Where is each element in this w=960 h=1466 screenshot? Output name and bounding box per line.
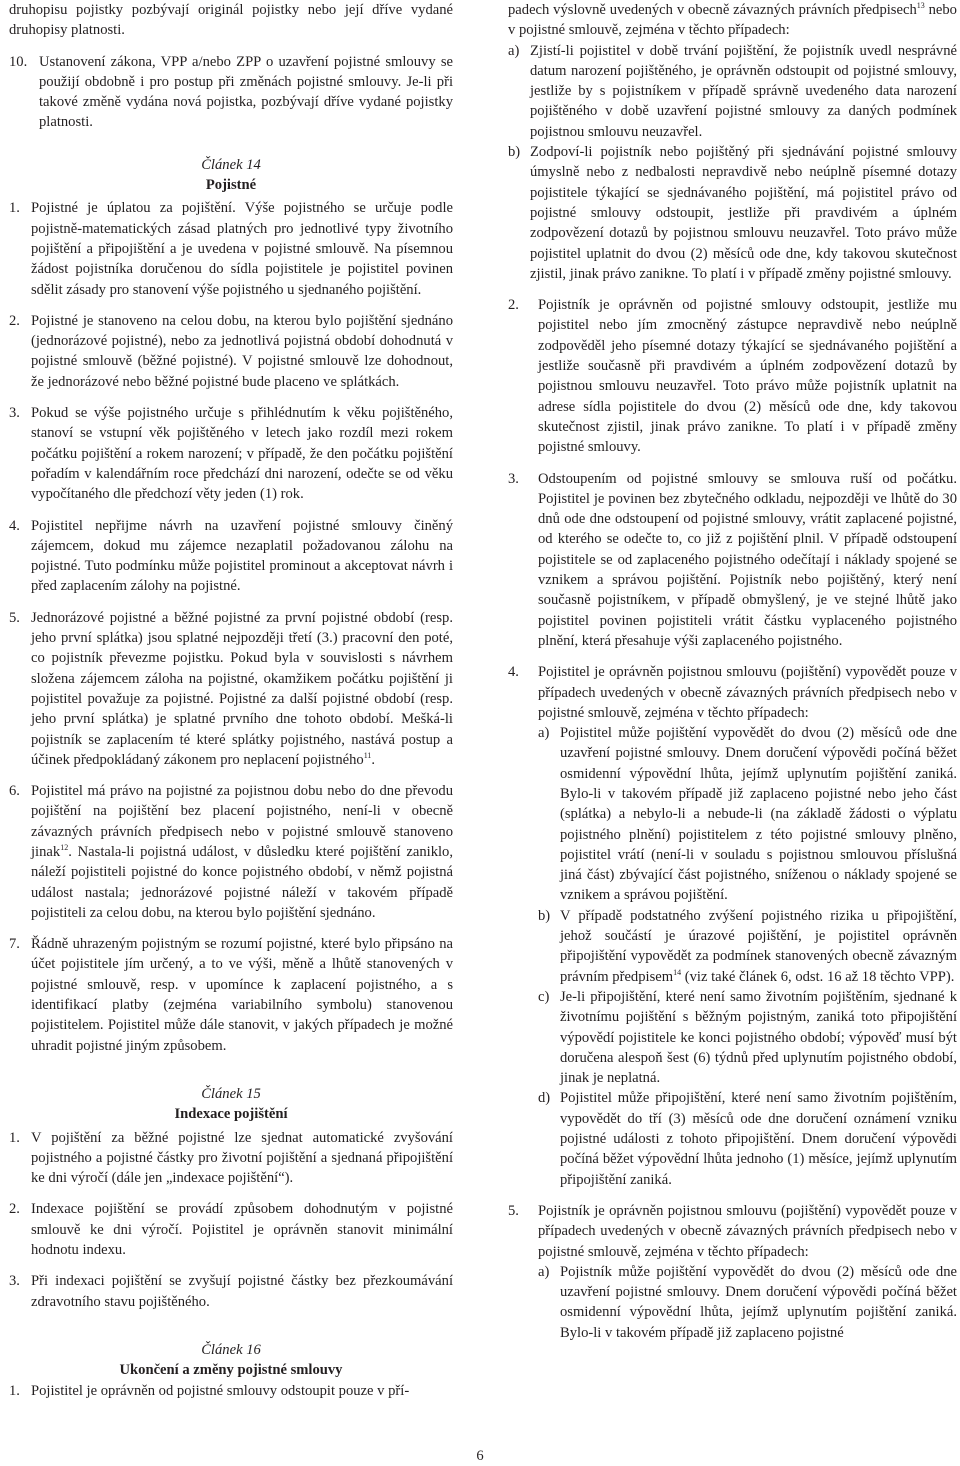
- item-text: Pokud se výše pojistného určuje s přihlédnutím k věku pojištěného, stanoví se vstupní věk pojištěného v letech jako rozdíl mezi rokem počátku pojištění a rokem narození; v případě, že den počátku pojištění pořadím v kalendářním roce předchází dni narození, odečte se od věku vypočítaného dle předchozí věty jeden (1) rok.: [31, 405, 453, 503]
- item-number: 2.: [508, 297, 519, 314]
- item-text: Řádně uhrazeným pojistným se rozumí pojistné, které bylo připsáno na účet pojistitele jím určený, a to ve výši, měně a lhůtě stanovených v pojistné smlouvě, resp. v upomínce k zaplacení pojistného, a s identifikací platby (zejména variabilního symbolu) stanovenou pojistitelem. Pojistitel může dále stanovit, v jakých případech je možné uhradit pojistné jiným způsobem.: [31, 936, 453, 1054]
- continuation-text: padech výslovně uvedených v obecně závazných právních předpisech: [508, 2, 917, 18]
- list-item: [9, 1199, 453, 1260]
- sub-item-letter: a): [538, 725, 550, 742]
- item-number: 5.: [508, 1202, 519, 1219]
- sub-item-letter: a): [538, 1263, 550, 1280]
- item-number: 4.: [508, 664, 519, 681]
- item-text: [31, 781, 453, 923]
- intro-fragment: druhopisu pojistky pozbývají originál pojistky nebo její dříve vydané druhopisy platnosti.: [9, 2, 453, 39]
- continuation-fragment: [508, 0, 957, 41]
- sub-item-text-tail: (viz také článek 6, odst. 16 až 18 těchto VPP).: [681, 968, 955, 985]
- left-column: [9, 0, 453, 1412]
- list-item: [9, 403, 453, 504]
- sub-item: [508, 142, 957, 284]
- list-item: [9, 781, 453, 923]
- item-text-body: Pojistitel má právo na pojistné za pojistnou dobu nebo do dne převodu pojištění na pojištění bez placení pojistného, není-li v obecně závazných právních předpisech nebo v pojistné smlouvě stanoveno jinak: [31, 783, 453, 860]
- item-number: 1.: [9, 200, 20, 217]
- footnote-ref: 12: [60, 842, 69, 852]
- item-text: [31, 608, 453, 770]
- sub-item-letter: a): [508, 42, 520, 59]
- sub-item-text: Pojistitel může pojištění vypovědět do dvou (2) měsíců ode dne uzavření pojistné smlouvy. Dnem doručení výpovědi počíná běžet osmidenní výpovědní lhůta, jejímž uplynutím pojištění zaniká. Bylo-li v takovém případě již zaplaceno pojistné nebo jeho část (splátka) a nebylo-li a nebude-li (na základě žádosti o výplatu pojistného plnění) pojistitelem z této pojistné smlouvy plněno, pojistitel vrátí (není-li v souladu s pojistnou smlouvou příslušná jiná část) zbývající část pojistného, sníženou o náklady spojené se vznikem a správou pojištění.: [560, 725, 957, 904]
- item-text: Pojistné je stanoveno na celou dobu, na kterou bylo pojištění sjednáno (jednorázové pojistné), nebo za jednotlivá pojistná období dohodnutá v pojistné smlouvě (běžné pojistné). V pojistné smlouvě lze dohodnout, že jednorázové nebo běžné pojistné bude placeno ve splátkách.: [31, 312, 453, 390]
- item-number: 3.: [508, 470, 519, 487]
- sub-item-text: Zodpoví-li pojistník nebo pojištěný při sjednávání pojistné smlouvy úmyslně nebo z nedbalosti nepravdivě nebo neúplně písemné dotazy pojistitele týkající se sjednávaného pojištění, má pojistitel právo od pojistné smlouvy odstoupit, jestliže při pravdivém a úplném zodpovězení dotazů by pojistnou smlouvu neuzavřel. Toto právo může pojistitel uplatnit do dvou (2) měsíců ode dne, kdy takovou skutečnost zjistil, jinak právo zanikne. To platí i v případě změny pojistné smlouvy.: [530, 144, 957, 282]
- sub-item: [538, 1262, 957, 1343]
- item-text: V pojištění za běžné pojistné lze sjednat automatické zvyšování pojistného a pojistné částky pro životní pojištění a sjednaná připojištění ke dni výročí (dále jen „indexace pojištění“).: [31, 1129, 453, 1187]
- list-item: [9, 516, 453, 597]
- article-16-heading: [9, 1340, 453, 1381]
- item-number: 2.: [9, 312, 20, 329]
- list-item: [9, 1381, 453, 1401]
- list-item: [9, 934, 453, 1056]
- footnote-ref: 14: [673, 967, 682, 977]
- item-text-tail: . Nastala-li pojistná událost, v důsledku které pojištění zaniklo, náleží pojistiteli pojistné do konce pojistného období, v němž pojistná událost nastala; jednorázové pojistné náleží v takovém případě pojistiteli za celou dobu, na kterou bylo pojištění sjednáno.: [31, 843, 453, 921]
- sub-item-letter: c): [538, 988, 550, 1005]
- sub-item: [538, 1088, 957, 1189]
- item-number: 10.: [9, 53, 28, 70]
- item-text: Ustanovení zákona, VPP a/nebo ZPP o uzavření pojistné smlouvy se použijí obdobně i pro postup při změnách pojistné smlouvy. Je-li při takové změně vydána nová pojistka, pozbývají dříve vydané pojistky platnosti.: [39, 53, 453, 131]
- sub-item-text: [560, 906, 957, 987]
- footnote-ref: 11: [363, 750, 372, 760]
- list-item: [9, 52, 453, 133]
- item-text: Pojistník je oprávněn od pojistné smlouvy odstoupit, jestliže mu pojistitel nebo jím zmocněný zástupce nepravdivě nebo neúplně zodpověděl jeho písemné dotazy týkající se sjednávaného pojištění a jestliže současně při pravdivém a úplném zodpovězení dotazů by pojistnou smlouvu neuzavřel. Toto právo může pojistník uplatnit na adrese sídla pojistitele do dvou (2) měsíců ode dne, kdy takovou skutečnost zjistil, jinak právo zanikne. To platí i v případě změny pojistné smlouvy.: [538, 297, 957, 456]
- item-number: 3.: [9, 1273, 20, 1290]
- item-4-subitems: [508, 723, 957, 1190]
- item-number: 6.: [9, 783, 20, 800]
- article-label: Článek 15: [201, 1085, 261, 1102]
- article-title: Ukončení a změny pojistné smlouvy: [119, 1362, 343, 1379]
- continuation-tail: nebo v pojistné smlouvě, zejména v těchto případech:: [508, 2, 957, 39]
- list-item: [9, 608, 453, 770]
- sub-item-letter: b): [508, 144, 521, 161]
- list-item: [9, 1128, 453, 1189]
- sub-item-text: Je-li připojištění, které není samo životním pojištěním, sjednané k životnímu pojištění s běžným pojistným, zaniká toto připojištění výpovědí pojistitele ke konci pojistného období; výpověď musí být doručena alespoň šest (6) týdnů před uplynutím pojistného období, jinak je neplatná.: [560, 988, 957, 1087]
- sub-item: [538, 987, 957, 1088]
- item-number: 7.: [9, 936, 20, 953]
- item-text: Odstoupením od pojistné smlouvy se smlouva ruší od počátku. Pojistitel je povinen bez zbytečného odkladu, nejpozději ve lhůtě do 30 dnů ode dne odstoupení od pojistné smlouvy, vrátit zaplacené pojistné, od kterého se odečte to, co již z pojištění plnil. V případě odstoupení pojistitele se od zaplaceného pojistného odečítají i náklady spojené se vznikem a správou pojištění. Pojistník nebo pojištěný, který není současně pojistníkem, v případě obmyšlený, je ve stejné lhůtě jako pojistitel povinen pojistiteli vrátit částku vyplaceného pojistného plnění, která přesahuje výši zaplaceného pojistného.: [538, 470, 957, 649]
- sub-item-text: Pojistitel může připojištění, které není samo životním pojištěním, vypovědět do tří (3) měsíců ode dne doručení oznámení vzniku pojistné události z tohoto připojištění. Dnem doručení výpovědi počíná běžet výpovědní lhůta jednoho (1) měsíce, jejímž uplynutím připojištění zaniká.: [560, 1090, 957, 1188]
- sub-item-text-body: V případě podstatného zvýšení pojistného rizika u připojištění, jehož součástí je úrazové pojištění, je pojistitel oprávněn připojištění vypovědět za podmínek stanovených obecně závazným právním předpisem: [560, 907, 957, 985]
- list-item: [508, 662, 957, 723]
- list-item: [508, 469, 957, 652]
- item-number: 2.: [9, 1201, 20, 1218]
- footnote-ref: 13: [916, 1, 925, 10]
- item-number: 3.: [9, 405, 20, 422]
- article-title: Indexace pojištění: [174, 1106, 288, 1123]
- article-15-heading: [9, 1084, 453, 1125]
- list-item: [508, 1201, 957, 1262]
- sub-item-letter: b): [538, 907, 551, 924]
- article-label: Článek 16: [201, 1341, 261, 1358]
- list-item: [9, 198, 453, 299]
- sub-item-text: Zjistí-li pojistitel v době trvání pojištění, že pojistník uvedl nesprávné datum narození pojištěného, je oprávněn odstoupit od pojistné smlouvy, jestliže by s pojistníkem v případě správně uvedeného data narození pojištěného v době uzavření pojistné smlouvy za daných podmínek pojistnou smlouvu neuzavřel.: [530, 42, 957, 140]
- item-text: Při indexaci pojištění se zvyšují pojistné částky bez přezkoumávání zdravotního stavu pojištěného.: [31, 1273, 453, 1310]
- sub-item: [538, 906, 957, 987]
- right-column: [508, 0, 957, 1343]
- item-text: Pojistitel je oprávněn pojistnou smlouvu (pojištění) vypovědět pouze v případech uvedených v obecně závazných právních předpisech nebo v pojistné smlouvě, zejména v těchto případech:: [538, 664, 957, 721]
- item-text-tail: .: [371, 751, 376, 768]
- item-text: Pojistné je úplatou za pojištění. Výše pojistného se určuje podle pojistně-matematických zásad platných pro jednotlivé typy životního pojištění a připojištění a je uvedena v pojistné smlouvě. Na písemnou žádost pojistníka doručenou do sídla pojistitele je pojistitel povinen sdělit zásady pro stanovení výše pojistného u sjednaného pojištění.: [31, 200, 453, 298]
- item-number: 1.: [9, 1382, 20, 1399]
- item-text: Pojistník je oprávněn pojistnou smlouvu (pojištění) vypovědět pouze v případech uvedených v obecně závazných právních předpisech nebo v pojistné smlouvě, zejména v těchto případech:: [538, 1202, 957, 1260]
- article-title: Pojistné: [205, 177, 257, 194]
- sub-item: [508, 41, 957, 142]
- page-number: 6: [476, 1448, 484, 1464]
- item-number: 4.: [9, 517, 20, 534]
- sub-item: [538, 723, 957, 906]
- item-text-body: Jednorázové pojistné a běžné pojistné za první pojistné období (resp. jeho první splátka) jsou splatné nejpozději třetí (3.) pracovní den poté, co pojistník převezme pojistku. Pokud byla v souvislosti s návrhem složena zájemcem záloha na pojistné, okamžikem počátku pojištění ji pojistitel považuje za pojistné. Pojistné za další pojistné období (resp. jeho první splátka) je splatné prvního dne tohoto období. Mešká-li pojistník se zaplacením té které splátky pojistného, nastává postup a účinek předpokládaný zákonem pro neplacení pojistného: [31, 609, 453, 768]
- item-text: Indexace pojištění se provádí způsobem dohodnutým v pojistné smlouvě ke dni výročí. Pojistitel je oprávněn stanovit minimální hodnotu indexu.: [31, 1201, 453, 1259]
- list-item: [9, 1271, 453, 1312]
- item-number: 5.: [9, 609, 20, 626]
- item-text: Pojistitel nepřijme návrh na uzavření pojistné smlouvy činěný zájemcem, dokud mu zájemce nezaplatil požadovanou zálohu na pojistné. Tuto podmínku může pojistitel prominout a akceptovat návrh i před zaplacením zálohy na pojistné.: [31, 517, 453, 595]
- list-item: [508, 295, 957, 457]
- list-item: [9, 311, 453, 392]
- item-number: 1.: [9, 1129, 20, 1146]
- sub-item-text: Pojistník může pojištění vypovědět do dvou (2) měsíců ode dne uzavření pojistné smlouvy. Dnem doručení výpovědi počíná běžet osmidenní výpovědní lhůta, jejímž uplynutím pojištění zaniká. Bylo-li v takovém případě již zaplaceno pojistné: [560, 1263, 957, 1341]
- item-text: Pojistitel je oprávněn od pojistné smlouvy odstoupit pouze v pří-: [31, 1382, 410, 1399]
- item-5-subitems: [508, 1262, 957, 1343]
- article-label: Článek 14: [201, 156, 261, 173]
- sub-item-letter: d): [538, 1090, 551, 1107]
- article-14-heading: [9, 155, 453, 196]
